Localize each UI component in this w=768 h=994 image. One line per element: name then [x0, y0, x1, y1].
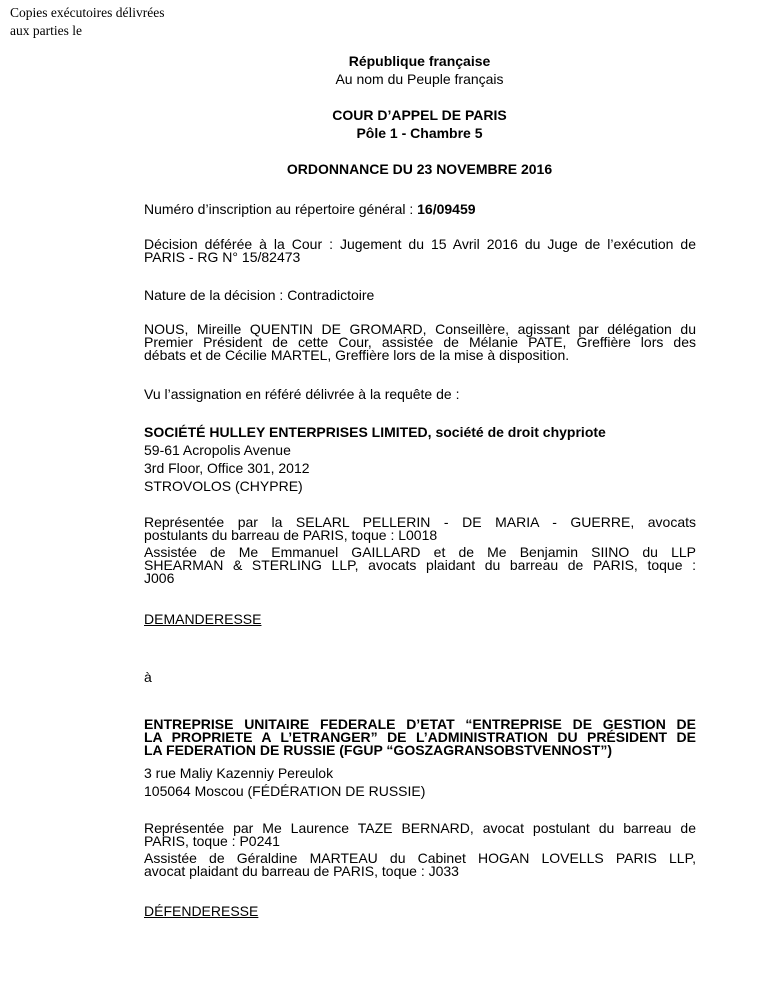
paragraph-line: LA PROPRIETE A L’ETRANGER” DE L’ADMINISTRATION DU PRÉSIDENT DE	[144, 729, 696, 745]
defendant-assistance	[144, 852, 696, 878]
paragraph-line: J006	[144, 570, 175, 586]
copies-note-line: Copies exécutoires délivrées	[10, 5, 165, 20]
defendant-name	[144, 718, 696, 757]
copies-note-line: aux parties le	[10, 23, 82, 38]
paragraph-line: ENTREPRISE UNITAIRE FEDERALE D’ETAT “ENTREPRISE DE GESTION DE	[144, 716, 696, 732]
plaintiff-assistance	[144, 546, 696, 585]
chamber-name: Pôle 1 - Chambre 5	[356, 125, 483, 141]
paragraph-line: PARIS - RG N° 15/82473	[144, 249, 301, 265]
judge-paragraph	[144, 323, 696, 362]
defendant-address: 3 rue Maliy Kazenniy Pereulok	[144, 765, 334, 781]
plaintiff-role: DEMANDERESSE	[144, 611, 262, 627]
paragraph-line: SHEARMAN & STERLING LLP, avocats plaidant du barreau de PARIS, toque :	[144, 557, 696, 573]
paragraph-line: NOUS, Mireille QUENTIN DE GROMARD, Conseillère, agissant par délégation du	[144, 321, 696, 337]
registry-label: Numéro d’inscription au répertoire général :	[144, 201, 418, 217]
paragraph-line: Assistée de Me Emmanuel GAILLARD et de Me Benjamin SIINO du LLP	[144, 544, 696, 560]
paragraph-line: postulants du barreau de PARIS, toque : L0018	[144, 527, 438, 543]
defendant-representation	[144, 822, 696, 848]
registry-number	[144, 200, 476, 218]
paragraph-line: LA FEDERATION DE RUSSIE (FGUP “GOSZAGRANSOBSTVENNOST”)	[144, 742, 612, 758]
plaintiff-address: 3rd Floor, Office 301, 2012	[144, 460, 310, 476]
decision-nature: Nature de la décision : Contradictoire	[144, 287, 375, 303]
paragraph-line: Premier Président de cette Cour, assistée de Mélanie PATE, Greffière lors des	[144, 334, 696, 350]
plaintiff-name: SOCIÉTÉ HULLEY ENTERPRISES LIMITED, société de droit chypriote	[144, 424, 606, 440]
decision-paragraph	[144, 238, 696, 264]
people-heading: Au nom du Peuple français	[335, 71, 504, 87]
plaintiff-address: 59-61 Acropolis Avenue	[144, 442, 291, 458]
paragraph-line: Assistée de Géraldine MARTEAU du Cabinet HOGAN LOVELLS PARIS LLP,	[144, 850, 696, 866]
paragraph-line: Décision déférée à la Cour : Jugement du 15 Avril 2016 du Juge de l’exécution de	[144, 236, 696, 252]
order-title: ORDONNANCE DU 23 NOVEMBRE 2016	[286, 161, 553, 177]
paragraph-line: avocat plaidant du barreau de PARIS, toque : J033	[144, 863, 459, 879]
versus-label: à	[144, 669, 152, 685]
defendant-role: DÉFENDERESSE	[144, 903, 259, 919]
registry-value: 16/09459	[417, 201, 476, 217]
court-name: COUR D’APPEL DE PARIS	[332, 107, 507, 123]
defendant-address: 105064 Moscou (FÉDÉRATION DE RUSSIE)	[144, 783, 426, 799]
paragraph-line: PARIS, toque : P0241	[144, 833, 280, 849]
republic-heading: République française	[348, 53, 491, 69]
copies-note	[10, 4, 164, 40]
paragraph-line: Représentée par Me Laurence TAZE BERNARD, avocat postulant du barreau de	[144, 820, 696, 836]
summons-line: Vu l’assignation en référé délivrée à la requête de :	[144, 386, 460, 402]
paragraph-line: débats et de Cécilie MARTEL, Greffière lors de la mise à disposition.	[144, 347, 570, 363]
paragraph-line: Représentée par la SELARL PELLERIN - DE MARIA - GUERRE, avocats	[144, 514, 696, 530]
plaintiff-representation	[144, 516, 696, 542]
plaintiff-address: STROVOLOS (CHYPRE)	[144, 478, 303, 494]
